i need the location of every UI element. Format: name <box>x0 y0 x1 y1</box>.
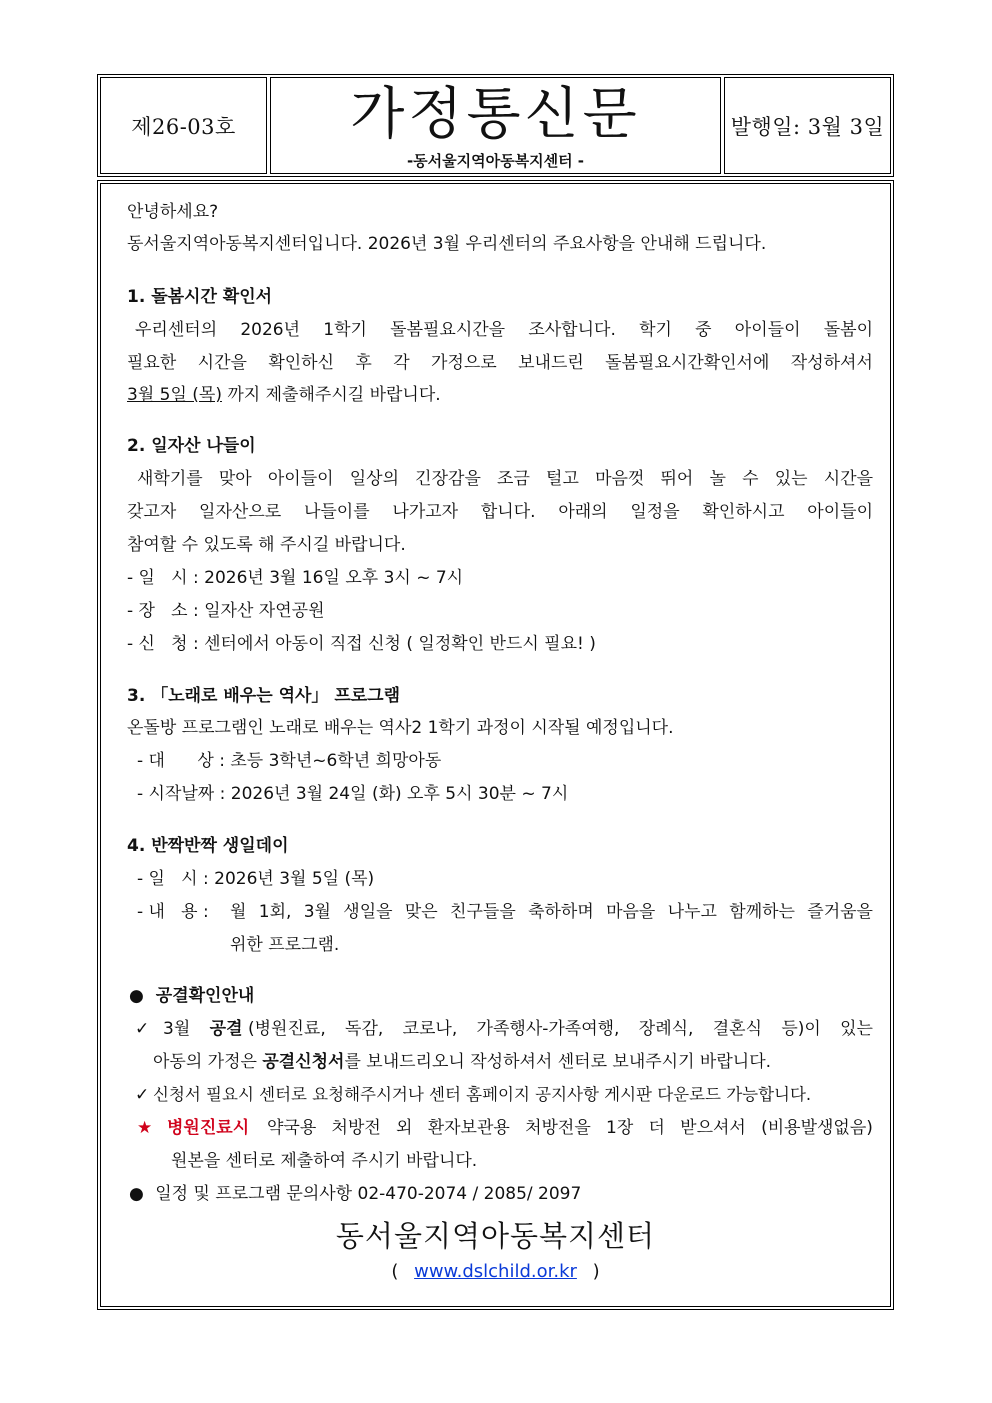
word: 털고 <box>546 469 579 489</box>
word: 새학기를 <box>137 469 203 489</box>
word: 1학기 <box>323 320 367 340</box>
section-1-line-3 <box>127 383 441 407</box>
check-icon: ✓ <box>135 1019 150 1039</box>
bullet-icon: ● <box>129 986 144 1006</box>
word: 돌봄필요시간을 <box>390 320 506 340</box>
bullet-icon: ● <box>129 1184 144 1204</box>
section-2-title: 2. 일자산 나들이 <box>127 436 256 456</box>
word: 조금 <box>497 469 530 489</box>
section-3-line-1: 온돌방 프로그램인 노래로 배우는 역사2 1학기 과정이 시작될 예정입니다. <box>127 718 674 738</box>
word: 코로나, <box>402 1019 458 1039</box>
section-1-title: 1. 돌봄시간 확인서 <box>127 287 273 307</box>
url-open-paren: ( <box>391 1261 399 1282</box>
section-1-line-2 <box>127 351 873 375</box>
word: 더 <box>648 1118 665 1138</box>
word: 맞은 <box>404 902 438 922</box>
url-close-paren: ) <box>592 1261 600 1282</box>
absence-keyword: 공결 <box>209 1019 243 1039</box>
birthday-content-label: - 내 용 : <box>137 902 215 922</box>
word: 아이들이 <box>807 502 873 522</box>
word: 독감, <box>345 1019 384 1039</box>
word: 작성하셔서 <box>790 353 873 373</box>
word: 갖고자 <box>127 502 177 522</box>
word: 돌봄이 <box>823 320 873 340</box>
issue-cell <box>100 77 267 174</box>
absence-item-1-month: 3월 <box>163 1019 191 1039</box>
center-name: 동서울지역아동복지센터 <box>335 1219 656 1253</box>
program-target: - 대 상 : 초등 3학년~6학년 희망아동 <box>137 751 442 771</box>
absence-form-name: 공결신청서 <box>262 1052 345 1072</box>
absence-item-2: 신청서 필요시 센터로 요청해주시거나 센터 홈페이지 공지사항 게시판 다운로드 가능합니다. <box>153 1085 812 1104</box>
issue-number: 제26-03호 <box>131 114 236 139</box>
word: 있는 <box>840 1019 873 1039</box>
word: 친구들을 <box>450 902 516 922</box>
section-4-title: 4. 반짝반짝 생일데이 <box>127 836 289 856</box>
date-cell <box>724 77 891 174</box>
word: 받으셔서 <box>680 1118 746 1138</box>
header-table <box>97 74 894 177</box>
word: 시간을 <box>197 353 247 373</box>
word: 장례식, <box>638 1019 694 1039</box>
outing-date: - 일 시 : 2026년 3월 16일 오후 3시 ~ 7시 <box>127 568 464 588</box>
word: 외 <box>396 1118 413 1138</box>
absence-item-1-line-1 <box>248 1017 873 1041</box>
issue-date: 발행일: 3월 3일 <box>730 114 885 139</box>
absence-item-3-line-1 <box>267 1116 873 1140</box>
content-inner <box>100 183 891 1307</box>
word: 놀 <box>709 469 726 489</box>
word: 아이들이 <box>734 320 801 340</box>
absence-item-1-pre <box>163 1017 243 1041</box>
word: 가정으로 <box>431 353 497 373</box>
birthday-date: - 일 시 : 2026년 3월 5일 (목) <box>137 869 375 889</box>
absence-item-1-line-2 <box>153 1050 771 1074</box>
title-cell <box>270 77 721 174</box>
word: 마음을 <box>606 902 656 922</box>
word: (비용발생없음) <box>761 1118 873 1138</box>
word: 긴장감을 <box>415 469 481 489</box>
word: 축하하며 <box>528 902 594 922</box>
word: 각 <box>393 353 410 373</box>
program-start: - 시작날짜 : 2026년 3월 24일 (화) 오후 5시 30분 ~ 7시 <box>137 784 569 804</box>
word: 일상의 <box>349 469 400 489</box>
section-1-line-1 <box>135 318 873 342</box>
section-1-line-3-rest: 까지 제출해주시길 바랍니다. <box>221 385 441 405</box>
word: 중 <box>695 320 712 340</box>
word: 아래의 <box>558 502 608 522</box>
word: 3월 <box>303 902 331 922</box>
word: 가족행사-가족여행, <box>476 1019 620 1039</box>
word: 뛰어 <box>660 469 694 489</box>
word: 처방전 <box>331 1118 381 1138</box>
word: 필요한 <box>127 353 177 373</box>
absence-title: 공결확인안내 <box>155 986 255 1006</box>
word: (병원진료, <box>248 1019 326 1039</box>
word: 수 <box>742 469 759 489</box>
word: 1회, <box>258 902 292 922</box>
word: 확인하신 <box>268 353 335 373</box>
word: 맞아 <box>218 469 252 489</box>
outing-place: - 장 소 : 일자산 자연공원 <box>127 601 325 621</box>
word: 월 <box>230 902 247 922</box>
birthday-content-line-2: 위한 프로그램. <box>230 935 340 955</box>
contact-row <box>129 1182 581 1206</box>
website-link[interactable]: www.dslchild.or.kr <box>414 1261 577 1282</box>
word: 나들이를 <box>303 502 370 522</box>
word: 돌봄필요시간확인서에 <box>605 353 770 373</box>
star-icon: ★ <box>137 1118 153 1138</box>
word: 약국용 <box>267 1118 317 1138</box>
absence-item-1-line-2-post: 를 보내드리오니 작성하셔서 센터로 보내주시기 바랍니다. <box>344 1052 772 1072</box>
greeting: 안녕하세요? <box>127 202 219 222</box>
page-title: 가정통신문 <box>350 82 641 147</box>
word: 학기 <box>639 320 672 340</box>
word: 아이들이 <box>267 469 334 489</box>
content-box <box>97 180 894 1310</box>
website-row <box>101 1261 890 1282</box>
absence-item-1-line-2-pre: 아동의 가정은 <box>153 1052 263 1072</box>
word: 보내드린 <box>518 353 584 373</box>
word: 시간을 <box>823 469 873 489</box>
word: 1장 <box>606 1118 634 1138</box>
absence-item-3-line-2: 원본을 센터로 제출하여 주시기 바랍니다. <box>171 1151 478 1171</box>
section-2-line-2 <box>127 500 873 524</box>
word: 일자산으로 <box>199 502 282 522</box>
word: 일정을 <box>630 502 680 522</box>
outing-application: - 신 청 : 센터에서 아동이 직접 신청 ( 일정확인 반드시 필요! ) <box>127 634 596 654</box>
word: 합니다. <box>480 502 536 522</box>
word: 2026년 <box>240 320 301 340</box>
word: 확인하시고 <box>702 502 785 522</box>
word: 처방전을 <box>525 1118 591 1138</box>
word: 후 <box>355 353 372 373</box>
word: 조사합니다. <box>528 320 616 340</box>
word: 생일을 <box>343 902 393 922</box>
birthday-content-line-1 <box>230 900 873 924</box>
word: 환자보관용 <box>427 1118 510 1138</box>
word: 나누고 <box>667 902 717 922</box>
intro-line: 동서울지역아동복지센터입니다. 2026년 3월 우리센터의 주요사항을 안내해 드립니다. <box>127 234 767 254</box>
word: 등)이 <box>781 1019 821 1039</box>
word: 마음껏 <box>595 469 645 489</box>
section-2-line-3: 참여할 수 있도록 해 주시길 바랍니다. <box>127 535 406 555</box>
section-2-line-1 <box>137 467 873 491</box>
publisher-subtitle: -동서울지역아동복지센터 - <box>406 152 585 170</box>
word: 결혼식 <box>712 1019 763 1039</box>
word: 있는 <box>774 469 808 489</box>
word: 나가고자 <box>392 502 459 522</box>
word: 즐거움을 <box>807 902 873 922</box>
absence-title-row <box>129 984 254 1008</box>
hospital-visit-label: 병원진료시 <box>167 1118 250 1138</box>
deadline-date: 3월 5일 (목) <box>127 385 222 405</box>
section-3-title: 3. 「노래로 배우는 역사」 프로그램 <box>127 686 401 706</box>
contact-info: 일정 및 프로그램 문의사항 02-470-2074 / 2085/ 2097 <box>155 1184 582 1204</box>
word: 함께하는 <box>729 902 795 922</box>
word: 우리센터의 <box>135 320 218 340</box>
check-icon: ✓ <box>135 1085 150 1105</box>
